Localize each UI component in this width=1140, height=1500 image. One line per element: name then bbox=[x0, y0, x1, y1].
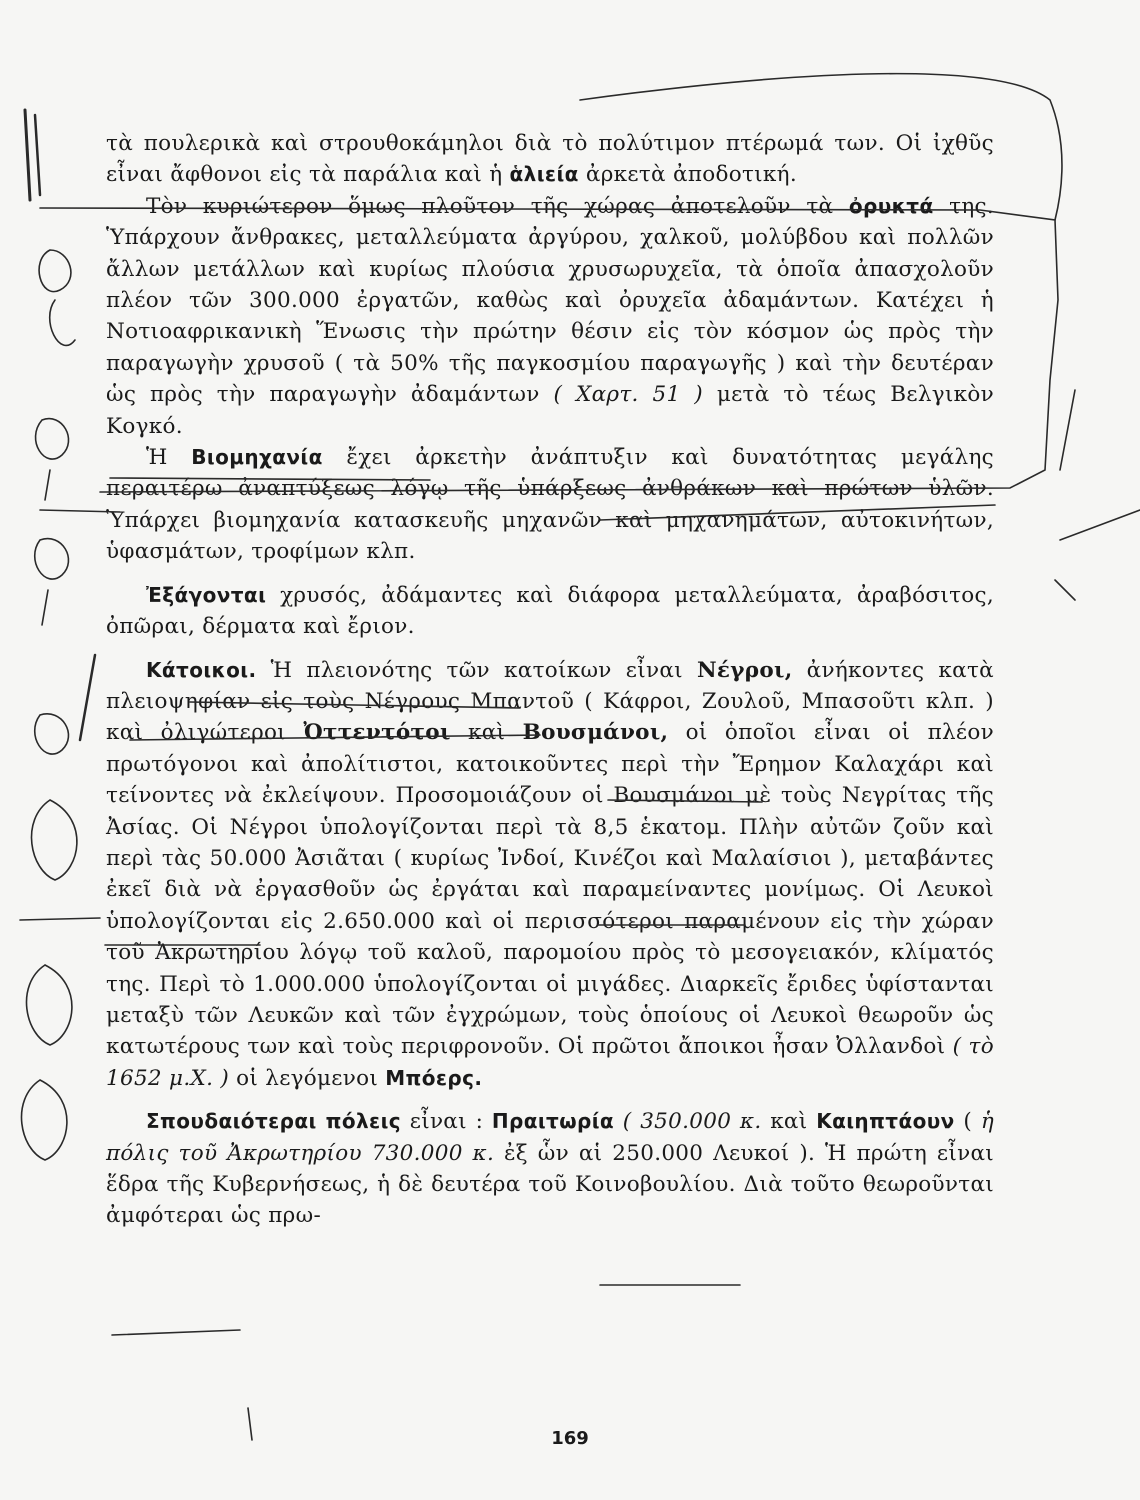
emphasis-run: ἡ πόλις τοῦ Ἀκρωτηρίου 730.000 κ. bbox=[106, 1109, 994, 1166]
body-text bbox=[106, 128, 994, 1232]
paragraph bbox=[106, 1106, 994, 1232]
emphasis-run: ὀρυκτά bbox=[848, 193, 934, 218]
paragraph bbox=[106, 442, 994, 568]
text-run: ἀρκετὰ ἀποδοτική. bbox=[578, 162, 797, 188]
text-run: ἔχει ἀρκετὴν ἀνάπτυξιν καὶ δυνατότητας μεγάλης περαιτέρω ἀναπτύξεως λόγῳ τῆς ὑπάρξεως ἀνθράκων καὶ πρώτων ὑλῶν. Ὑπάρχει βιομηχανία κατασκευῆς μηχανῶν καὶ μηχανημάτων, αὐτοκινήτων, ὑφασμάτων, τροφίμων κλπ. bbox=[106, 445, 994, 565]
text-run: εἶναι : bbox=[401, 1109, 492, 1135]
text-run: Ἡ bbox=[146, 445, 192, 471]
emphasis-run: Σπουδαιότεραι πόλεις bbox=[146, 1109, 402, 1134]
text-run: οἱ λεγόμενοι bbox=[229, 1065, 386, 1091]
emphasis-run: Βουσμάνοι, bbox=[522, 720, 669, 746]
paragraph bbox=[106, 580, 994, 643]
emphasis-run: ( Χαρτ. 51 ) bbox=[553, 382, 703, 408]
emphasis-run: Κάτοικοι. bbox=[146, 657, 257, 682]
paragraph bbox=[106, 128, 994, 191]
text-run: της. Ὑπάρχουν ἄνθρακες, μεταλλεύματα ἀργύρου, χαλκοῦ, μολύβδου καὶ πολλῶν ἄλλων μετάλλων καὶ κυρίως πλούσια χρυσωρυχεῖα, τὰ ὁποῖα ἀπασχολοῦν πλέον τῶν 300.000 ἐργατῶν, καθὼς καὶ ὀρυχεῖα ἀδαμάντων. Κατέχει ἡ Νοτιοαφρικανικὴ Ἕνωσις τὴν πρώτην θέσιν εἰς τὸν κόσμον ὡς πρὸς τὴν παραγωγὴν χρυσοῦ ( τὰ 50% τῆς παγκοσμίου παραγωγῆς ) καὶ τὴν δευτέραν ὡς πρὸς τὴν παραγωγὴν ἀδαμάντων bbox=[106, 193, 994, 408]
text-run: ( bbox=[954, 1109, 981, 1135]
emphasis-run: ( τὸ 1652 μ.Χ. ) bbox=[106, 1034, 994, 1091]
page-number: 169 bbox=[551, 1428, 589, 1449]
emphasis-run: ἁλιεία bbox=[509, 162, 579, 187]
emphasis-run: Καιηπτάουν bbox=[816, 1109, 955, 1134]
text-run: οἱ ὁποῖοι εἶναι οἱ πλέον πρωτόγονοι καὶ ἀπολίτιστοι, κατοικοῦντες περὶ τὴν Ἔρημον Καλαχάρι καὶ τείνοντες νὰ ἐκλείψουν. Προσομοιάζουν οἱ Βουσμάνοι μὲ τοὺς Νεγρίτας τῆς Ἀσίας. Οἱ Νέγροι ὑπολογίζονται περὶ τὰ 8,5 ἑκατομ. Πλὴν αὐτῶν ζοῦν καὶ περὶ τὰς 50.000 Ἀσιᾶται ( κυρίως Ἰνδοί, Κινέζοι καὶ Μαλαίσιοι ), μεταβάντες ἐκεῖ διὰ νὰ ἐργασθοῦν ὡς ἐργάται καὶ παραμείναντες μονίμως. Οἱ Λευκοὶ ὑπολογίζονται εἰς 2.650.000 καὶ οἱ περισσότεροι παραμένουν εἰς τὴν χώραν τοῦ Ἀκρωτηρίου λόγῳ τοῦ καλοῦ, παρομοίου πρὸς τὸ μεσογειακόν, κλίματός της. Περὶ τὸ 1.000.000 ὑπολογίζονται οἱ μιγάδες. Διαρκεῖς ἔριδες ὑφίστανται μεταξὺ τῶν Λευκῶν καὶ τῶν ἐγχρώμων, τοὺς ὁποίους οἱ Λευκοὶ θεωροῦν ὡς κατωτέρους των καὶ τοὺς περιφρονοῦν. Οἱ πρῶτοι ἄποικοι ἦσαν Ὀλλανδοὶ bbox=[106, 720, 994, 1060]
emphasis-run: Μπόερς. bbox=[385, 1065, 483, 1090]
handwritten-note: 8 bbox=[1001, 442, 1024, 470]
text-run: Ἡ πλειονότης τῶν κατοίκων εἶναι bbox=[256, 657, 697, 683]
handwritten-note: 12 bbox=[1047, 553, 1081, 588]
text-run bbox=[614, 1109, 623, 1134]
paragraph bbox=[106, 655, 994, 1095]
text-run: καὶ bbox=[450, 720, 523, 746]
emphasis-run: Νέγροι, bbox=[696, 657, 793, 683]
text-run: τὰ πουλερικὰ καὶ στρουθοκάμηλοι διὰ τὸ πολύτιμον πτέρωμά των. Οἱ ἰχθῦς εἶναι ἄφθονοι εἰς τὰ παράλια καὶ ἡ bbox=[106, 131, 994, 188]
emphasis-run: Ὀττεντότοι bbox=[303, 720, 451, 746]
text-run: Τὸν κυριώτερον ὅμως πλοῦτον τῆς χώρας ἀποτελοῦν τὰ bbox=[146, 193, 849, 219]
text-run: χρυσός, ἀδάμαντες καὶ διάφορα μεταλλεύματα, ἀραβόσιτος, ὀπῶραι, δέρματα καὶ ἔριον. bbox=[106, 582, 994, 640]
emphasis-run: Ἐξάγονται bbox=[146, 582, 267, 607]
emphasis-run: ( 350.000 κ. bbox=[622, 1109, 762, 1135]
paragraph bbox=[106, 191, 994, 442]
text-run: ἐξ ὧν αἱ 250.000 Λευκοί ). Ἡ πρώτη εἶναι ἕδρα τῆς Κυβερνήσεως, ἡ δὲ δευτέρα τοῦ Κοινοβουλίου. Διὰ τοῦτο θεωροῦνται ἀμφότεραι ὡς πρω- bbox=[106, 1140, 994, 1229]
handwritten-note: 1.000.000 bbox=[1067, 319, 1133, 423]
emphasis-run: Βιομηχανία bbox=[191, 445, 323, 470]
text-run: μετὰ τὸ τέως Βελγικὸν Κογκό. bbox=[106, 382, 994, 439]
handwritten-note: 2.650.000 bbox=[1017, 409, 1083, 513]
emphasis-run: Πραιτωρία bbox=[491, 1109, 615, 1134]
text-run: ἀνήκοντες κατὰ πλειοψηφίαν εἰς τοὺς Νέγρους Μπαντοῦ ( Κάφροι, Ζουλοῦ, Μπασοῦτι κλπ. ) καὶ ὀλιγώτεροι bbox=[106, 657, 994, 746]
text-run: καὶ bbox=[761, 1109, 817, 1135]
